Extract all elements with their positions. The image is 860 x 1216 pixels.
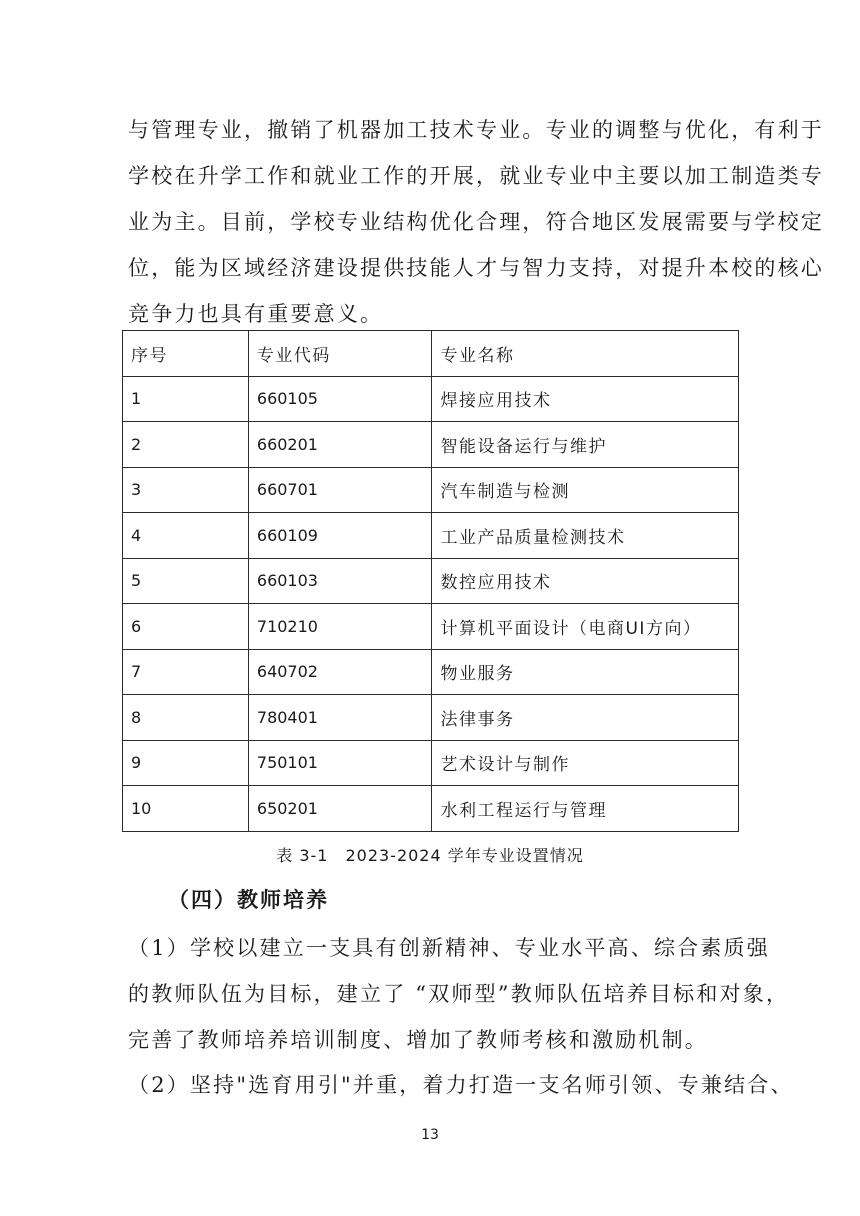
text-line: 竞争力也具有重要意义。 [128, 302, 384, 326]
cell-index: 1 [123, 376, 249, 422]
table-row [123, 422, 739, 468]
cell-index: 4 [123, 513, 249, 559]
cell-name: 计算机平面设计（电商UI方向） [432, 604, 739, 650]
cell-index: 2 [123, 422, 249, 468]
cell-code: 750101 [248, 740, 432, 786]
cell-name: 焊接应用技术 [432, 376, 739, 422]
text-line: 业为主。目前，学校专业结构优化合理，符合地区发展需要与学校定 [128, 210, 824, 234]
cell-name: 工业产品质量检测技术 [432, 513, 739, 559]
cell-code: 660109 [248, 513, 432, 559]
cell-code: 660103 [248, 558, 432, 604]
cell-code: 710210 [248, 604, 432, 650]
cell-index: 3 [123, 467, 249, 513]
paragraph-major-adjustment [128, 107, 824, 337]
table-header-row [123, 331, 739, 377]
cell-name: 法律事务 [432, 695, 739, 741]
text-line: 学校在升学工作和就业工作的开展，就业专业中主要以加工制造类专 [128, 164, 824, 188]
table-row [123, 604, 739, 650]
cell-name: 数控应用技术 [432, 558, 739, 604]
cell-name: 汽车制造与检测 [432, 467, 739, 513]
table-row [123, 558, 739, 604]
table-row [123, 786, 739, 832]
cell-name: 水利工程运行与管理 [432, 786, 739, 832]
paragraph-talent-policy [128, 1062, 794, 1108]
cell-index: 5 [123, 558, 249, 604]
header-cell-index: 序号 [123, 331, 249, 377]
cell-code: 640702 [248, 649, 432, 695]
cell-index: 9 [123, 740, 249, 786]
cell-code: 660201 [248, 422, 432, 468]
paragraph-teacher-team [128, 925, 790, 1063]
table-row [123, 376, 739, 422]
header-cell-code: 专业代码 [248, 331, 432, 377]
text-line: 与管理专业，撤销了机器加工技术专业。专业的调整与优化，有利于 [128, 118, 824, 142]
text-line: 的教师队伍为目标，建立了 “双师型”教师队伍培养目标和对象， [128, 982, 790, 1006]
cell-index: 6 [123, 604, 249, 650]
table-row [123, 467, 739, 513]
cell-code: 660105 [248, 376, 432, 422]
cell-index: 8 [123, 695, 249, 741]
page-number: 13 [421, 1127, 439, 1143]
table-row [123, 513, 739, 559]
cell-code: 650201 [248, 786, 432, 832]
table-caption: 表 3-1 2023-2024 学年专业设置情况 [276, 846, 584, 865]
section-heading: （四）教师培养 [168, 887, 329, 912]
table-row [123, 740, 739, 786]
text-line: 位，能为区域经济建设提供技能人才与智力支持，对提升本校的核心 [128, 256, 824, 280]
cell-name: 智能设备运行与维护 [432, 422, 739, 468]
cell-name: 艺术设计与制作 [432, 740, 739, 786]
cell-name: 物业服务 [432, 649, 739, 695]
header-cell-name: 专业名称 [432, 331, 739, 377]
cell-code: 660701 [248, 467, 432, 513]
majors-table [122, 330, 739, 832]
cell-code: 780401 [248, 695, 432, 741]
cell-index: 7 [123, 649, 249, 695]
table-row [123, 649, 739, 695]
text-line: 完善了教师培养培训制度、增加了教师考核和激励机制。 [128, 1028, 708, 1052]
text-line: （2）坚持"选育用引"并重，着力打造一支名师引领、专兼结合、 [128, 1073, 794, 1097]
text-line: （1）学校以建立一支具有创新精神、专业水平高、综合素质强 [128, 936, 770, 960]
cell-index: 10 [123, 786, 249, 832]
table-row [123, 695, 739, 741]
